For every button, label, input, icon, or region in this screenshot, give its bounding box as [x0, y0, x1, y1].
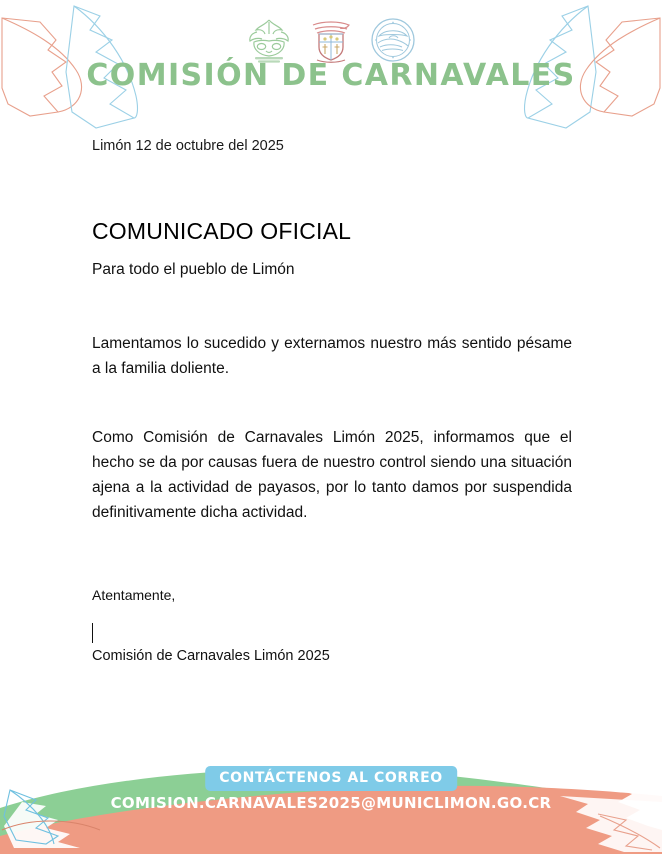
date-line: Limón 12 de octubre del 2025 [92, 138, 284, 154]
header-logos [0, 16, 662, 64]
document-subtitle: Para todo el pueblo de Limón [92, 261, 295, 278]
contact-email[interactable]: COMISION.CARNAVALES2025@MUNICLIMON.GO.CR [110, 794, 552, 812]
letter-body [92, 132, 572, 664]
paragraph-condolences: Lamentamos lo sucedido y externamos nuestro más sentido pésame a la familia doliente. [92, 335, 572, 377]
text-caret [92, 623, 93, 643]
municipality-shield-logo [307, 16, 355, 64]
brand-title: COMISIÓN DE CARNAVALES [86, 58, 576, 93]
document-header [0, 0, 662, 132]
paragraph-suspension: Como Comisión de Carnavales Limón 2025, informamos que el hecho se da por causas fuera de nuestro control siendo una situación ajena a la actividad de payasos, por lo tanto damos por suspendida definitivamente dicha actividad. [92, 429, 572, 521]
signature-name: Comisión de Carnavales Limón 2025 [92, 648, 330, 664]
municipal-seal-logo [369, 16, 417, 64]
document-footer [0, 744, 662, 854]
signature-closing: Atentamente, [92, 587, 176, 603]
carnival-mask-logo [245, 16, 293, 64]
document-title: COMUNICADO OFICIAL [92, 218, 352, 244]
contact-label-badge: CONTÁCTENOS AL CORREO [205, 766, 457, 791]
